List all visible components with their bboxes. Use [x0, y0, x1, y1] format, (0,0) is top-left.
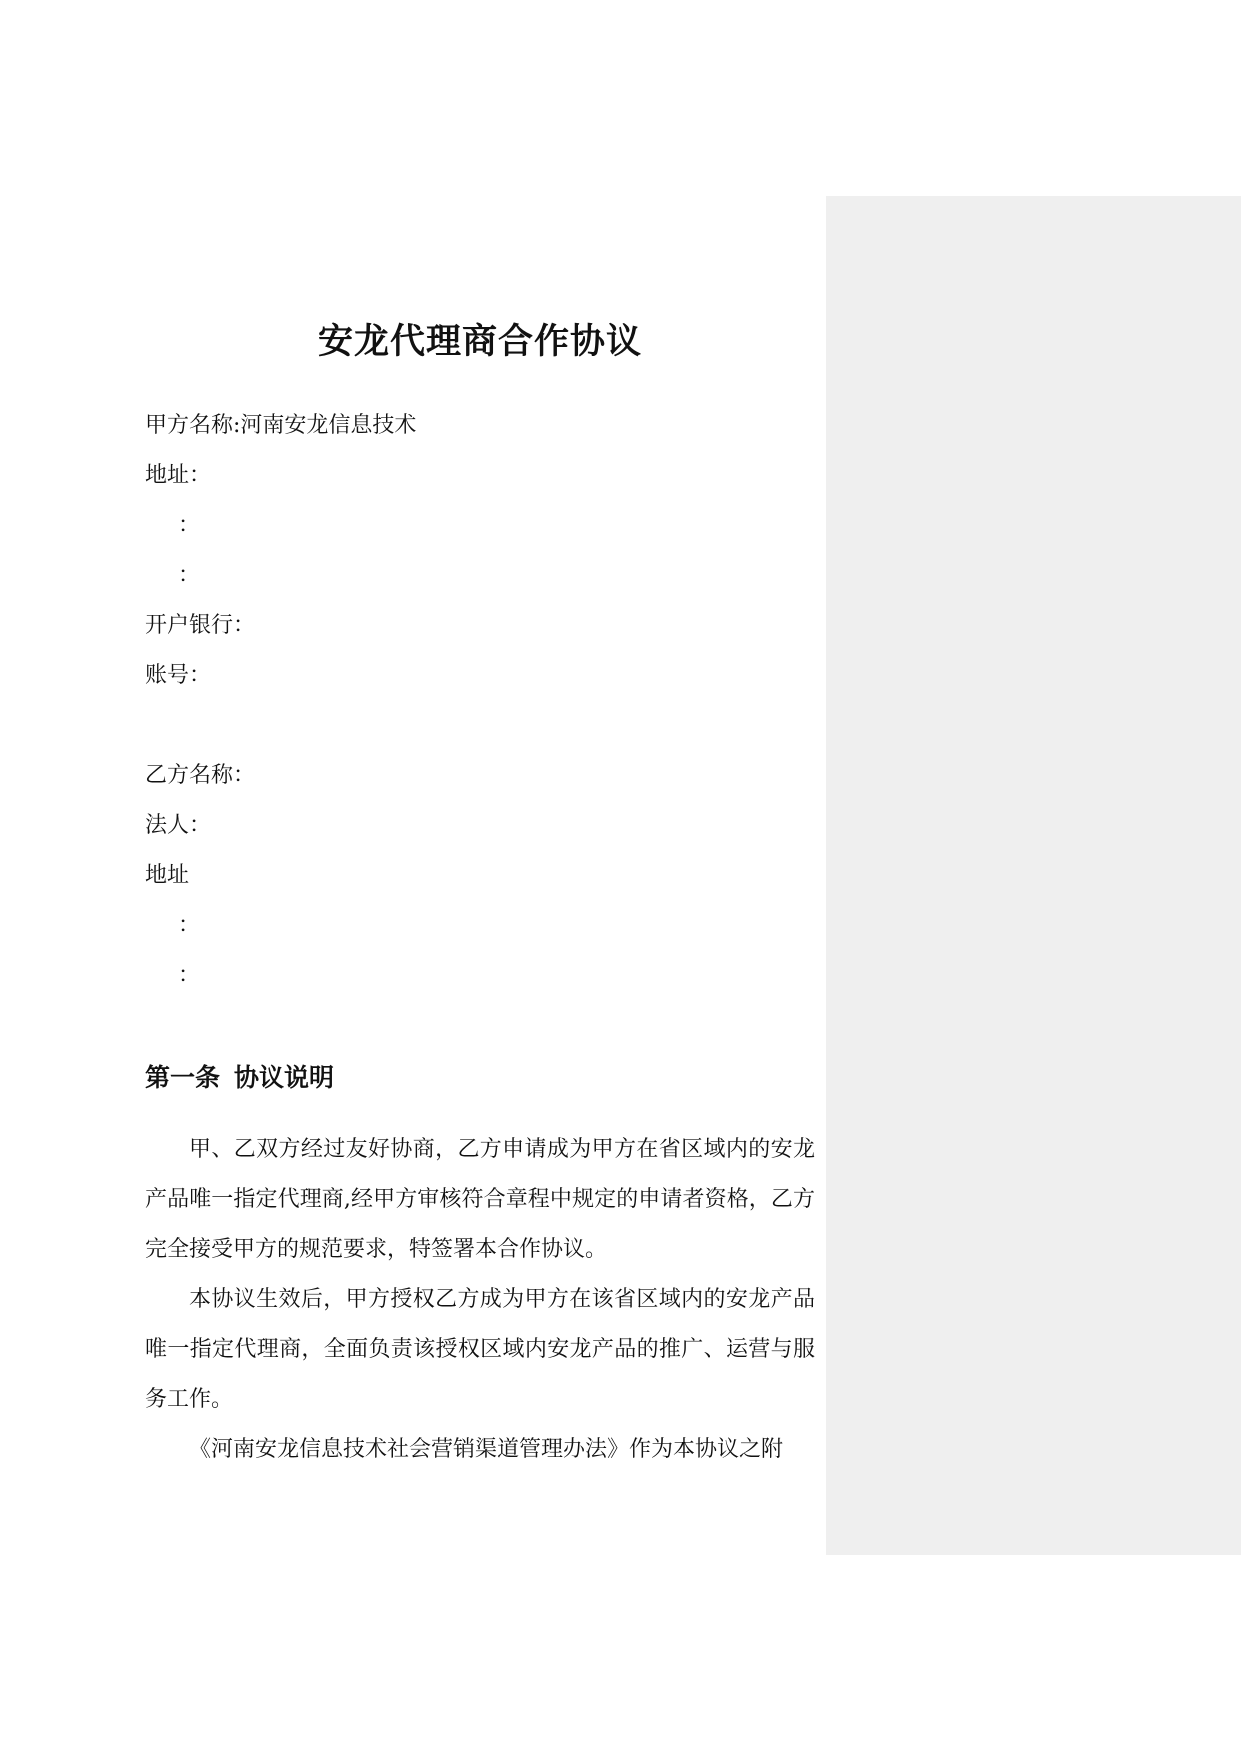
- comment-margin-pane: [826, 196, 1241, 1555]
- section-1-paragraph-3: 《河南安龙信息技术社会营销渠道管理办法》作为本协议之附: [189, 1437, 784, 1462]
- section-1-number: 第一条: [145, 1063, 221, 1092]
- party-b-name-label: 乙方名称：: [145, 763, 256, 788]
- party-a-bank-label: 开户银行：: [145, 613, 256, 638]
- section-1-paragraph-2: 本协议生效后，甲方授权乙方成为甲方在该省区域内的安龙产品唯一指定代理商，全面负责该授权区域内安龙产品的推广、运营与服务工作。: [145, 1287, 815, 1412]
- party-a-blank-field-2: ：: [178, 563, 201, 588]
- party-b-blank-field-1: ：: [178, 913, 201, 938]
- section-1-heading: [145, 1061, 334, 1095]
- party-b-blank-field-2: ：: [178, 963, 201, 988]
- section-1-title: 协议说明: [234, 1063, 335, 1092]
- party-a-address-label: 地址：: [145, 463, 212, 488]
- party-b-legal-rep-label: 法人：: [145, 813, 212, 838]
- party-b-address-label: 地址: [145, 863, 190, 888]
- section-1-paragraph-1: 甲、乙双方经过友好协商，乙方申请成为甲方在省区域内的安龙产品唯一指定代理商,经甲方审核符合章程中规定的申请者资格，乙方完全接受甲方的规范要求，特签署本合作协议。: [145, 1137, 815, 1262]
- document-title: 安龙代理商合作协议: [317, 321, 642, 362]
- party-a-account-label: 账号：: [145, 663, 212, 688]
- party-a-blank-field-1: ：: [178, 513, 201, 538]
- party-a-name: 甲方名称:河南安龙信息技术: [145, 413, 417, 438]
